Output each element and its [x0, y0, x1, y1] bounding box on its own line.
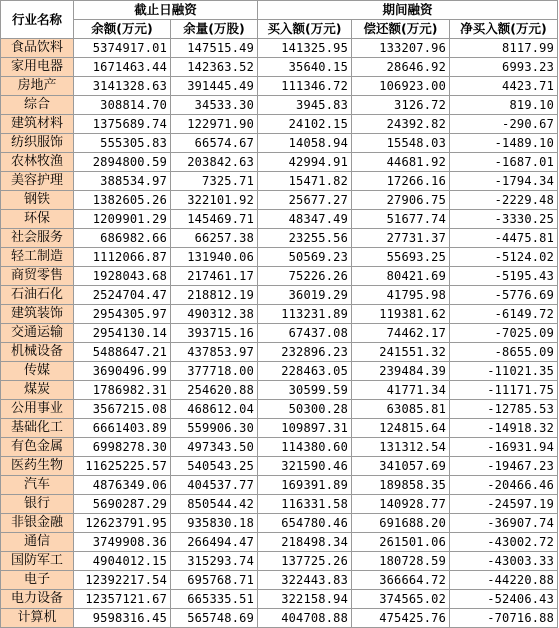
cell-industry-name: 交通运输 [1, 324, 74, 343]
table-body [1, 39, 558, 628]
cell-buy-amount: 30599.59 [258, 381, 352, 400]
cell-balance-amount: 5690287.29 [74, 495, 171, 514]
header-repay-amount: 偿还额(万元) [352, 20, 450, 39]
cell-industry-name: 建筑装饰 [1, 305, 74, 324]
cell-net-buy-amount: -290.67 [450, 115, 558, 134]
cell-net-buy-amount: -12785.53 [450, 400, 558, 419]
cell-net-buy-amount: -43002.72 [450, 533, 558, 552]
table-row [1, 229, 558, 248]
table-row [1, 590, 558, 609]
cell-repay-amount: 15548.03 [352, 134, 450, 153]
cell-buy-amount: 114380.60 [258, 438, 352, 457]
cell-industry-name: 社会服务 [1, 229, 74, 248]
table-row [1, 400, 558, 419]
cell-buy-amount: 404708.88 [258, 609, 352, 628]
cell-balance-volume: 131940.06 [171, 248, 258, 267]
cell-balance-volume: 147515.49 [171, 39, 258, 58]
table-row [1, 134, 558, 153]
cell-industry-name: 非银金融 [1, 514, 74, 533]
cell-balance-amount: 5374917.01 [74, 39, 171, 58]
cell-repay-amount: 80421.69 [352, 267, 450, 286]
cell-net-buy-amount: -5195.43 [450, 267, 558, 286]
cell-industry-name: 美容护理 [1, 172, 74, 191]
cell-repay-amount: 366664.72 [352, 571, 450, 590]
cell-balance-amount: 4876349.06 [74, 476, 171, 495]
cell-repay-amount: 3126.72 [352, 96, 450, 115]
cell-industry-name: 石油石化 [1, 286, 74, 305]
table-row [1, 191, 558, 210]
cell-buy-amount: 321590.46 [258, 457, 352, 476]
cell-balance-amount: 12392217.54 [74, 571, 171, 590]
cell-buy-amount: 42994.91 [258, 153, 352, 172]
header-buy-amount: 买入额(万元) [258, 20, 352, 39]
cell-net-buy-amount: -36907.74 [450, 514, 558, 533]
table-row [1, 514, 558, 533]
cell-net-buy-amount: -11021.35 [450, 362, 558, 381]
cell-balance-amount: 5488647.21 [74, 343, 171, 362]
table-row [1, 362, 558, 381]
cell-buy-amount: 111346.72 [258, 77, 352, 96]
table-row [1, 172, 558, 191]
cell-balance-volume: 393715.16 [171, 324, 258, 343]
table-row [1, 533, 558, 552]
table-row [1, 438, 558, 457]
cell-repay-amount: 241551.32 [352, 343, 450, 362]
cell-industry-name: 纺织服饰 [1, 134, 74, 153]
cell-buy-amount: 322158.94 [258, 590, 352, 609]
cell-industry-name: 公用事业 [1, 400, 74, 419]
header-balance-amount: 余额(万元) [74, 20, 171, 39]
cell-repay-amount: 119381.62 [352, 305, 450, 324]
cell-industry-name: 电子 [1, 571, 74, 590]
cell-buy-amount: 322443.83 [258, 571, 352, 590]
cell-balance-amount: 3567215.08 [74, 400, 171, 419]
table-row [1, 457, 558, 476]
table-row [1, 552, 558, 571]
cell-balance-amount: 3141328.63 [74, 77, 171, 96]
table-row [1, 58, 558, 77]
cell-net-buy-amount: -1489.10 [450, 134, 558, 153]
cell-industry-name: 轻工制造 [1, 248, 74, 267]
cell-net-buy-amount: -5124.02 [450, 248, 558, 267]
cell-balance-amount: 12357121.67 [74, 590, 171, 609]
header-net-buy: 净买入额(万元) [450, 20, 558, 39]
cell-buy-amount: 67437.08 [258, 324, 352, 343]
cell-balance-volume: 935830.18 [171, 514, 258, 533]
cell-balance-amount: 308814.70 [74, 96, 171, 115]
cell-repay-amount: 28646.92 [352, 58, 450, 77]
header-row-columns [1, 20, 558, 39]
table-row [1, 115, 558, 134]
cell-balance-volume: 497343.50 [171, 438, 258, 457]
cell-balance-amount: 1209901.29 [74, 210, 171, 229]
table-row [1, 305, 558, 324]
cell-balance-volume: 142363.52 [171, 58, 258, 77]
cell-buy-amount: 15471.82 [258, 172, 352, 191]
cell-repay-amount: 51677.74 [352, 210, 450, 229]
table-row [1, 77, 558, 96]
cell-balance-amount: 1112066.87 [74, 248, 171, 267]
cell-repay-amount: 55693.25 [352, 248, 450, 267]
cell-balance-amount: 3690496.99 [74, 362, 171, 381]
cell-buy-amount: 3945.83 [258, 96, 352, 115]
cell-balance-amount: 686982.66 [74, 229, 171, 248]
cell-net-buy-amount: -7025.09 [450, 324, 558, 343]
cell-balance-volume: 695768.71 [171, 571, 258, 590]
cell-buy-amount: 14058.94 [258, 134, 352, 153]
cell-buy-amount: 23255.56 [258, 229, 352, 248]
cell-buy-amount: 654780.46 [258, 514, 352, 533]
cell-industry-name: 机械设备 [1, 343, 74, 362]
cell-repay-amount: 63085.81 [352, 400, 450, 419]
cell-net-buy-amount: -4475.81 [450, 229, 558, 248]
cell-repay-amount: 140928.77 [352, 495, 450, 514]
table-row [1, 419, 558, 438]
cell-balance-volume: 540543.25 [171, 457, 258, 476]
cell-net-buy-amount: -8655.09 [450, 343, 558, 362]
cell-industry-name: 银行 [1, 495, 74, 514]
header-group-period-financing: 期间融资 [258, 1, 558, 20]
cell-buy-amount: 50300.28 [258, 400, 352, 419]
cell-net-buy-amount: -14918.32 [450, 419, 558, 438]
cell-net-buy-amount: -11171.75 [450, 381, 558, 400]
cell-buy-amount: 75226.26 [258, 267, 352, 286]
cell-balance-amount: 12623791.95 [74, 514, 171, 533]
table-row [1, 96, 558, 115]
table-row [1, 343, 558, 362]
cell-net-buy-amount: -19467.23 [450, 457, 558, 476]
cell-industry-name: 汽车 [1, 476, 74, 495]
cell-balance-volume: 315293.74 [171, 552, 258, 571]
cell-buy-amount: 36019.29 [258, 286, 352, 305]
table-row [1, 324, 558, 343]
header-row-group [1, 1, 558, 20]
cell-industry-name: 有色金属 [1, 438, 74, 457]
cell-balance-volume: 217461.17 [171, 267, 258, 286]
cell-balance-volume: 66257.38 [171, 229, 258, 248]
cell-balance-volume: 7325.71 [171, 172, 258, 191]
cell-balance-amount: 9598316.45 [74, 609, 171, 628]
cell-balance-volume: 122971.90 [171, 115, 258, 134]
cell-net-buy-amount: -43003.33 [450, 552, 558, 571]
cell-repay-amount: 44681.92 [352, 153, 450, 172]
table-row [1, 248, 558, 267]
cell-balance-amount: 555305.83 [74, 134, 171, 153]
cell-balance-volume: 391445.49 [171, 77, 258, 96]
table-row [1, 153, 558, 172]
cell-balance-amount: 1928043.68 [74, 267, 171, 286]
cell-industry-name: 钢铁 [1, 191, 74, 210]
cell-balance-volume: 322101.92 [171, 191, 258, 210]
cell-industry-name: 综合 [1, 96, 74, 115]
cell-balance-volume: 66574.67 [171, 134, 258, 153]
cell-industry-name: 环保 [1, 210, 74, 229]
cell-buy-amount: 232896.23 [258, 343, 352, 362]
cell-repay-amount: 180728.59 [352, 552, 450, 571]
cell-balance-volume: 254620.88 [171, 381, 258, 400]
cell-net-buy-amount: 6993.23 [450, 58, 558, 77]
cell-balance-amount: 388534.97 [74, 172, 171, 191]
cell-balance-amount: 2954305.97 [74, 305, 171, 324]
cell-balance-volume: 404537.77 [171, 476, 258, 495]
cell-net-buy-amount: -24597.19 [450, 495, 558, 514]
header-balance-volume: 余量(万股) [171, 20, 258, 39]
cell-net-buy-amount: -16931.94 [450, 438, 558, 457]
cell-balance-amount: 1382605.26 [74, 191, 171, 210]
cell-balance-amount: 2524704.47 [74, 286, 171, 305]
cell-buy-amount: 25677.27 [258, 191, 352, 210]
cell-industry-name: 国防军工 [1, 552, 74, 571]
cell-balance-volume: 437853.97 [171, 343, 258, 362]
cell-balance-volume: 665335.51 [171, 590, 258, 609]
cell-industry-name: 煤炭 [1, 381, 74, 400]
cell-buy-amount: 169391.89 [258, 476, 352, 495]
cell-balance-volume: 559906.30 [171, 419, 258, 438]
cell-balance-amount: 6661403.89 [74, 419, 171, 438]
cell-net-buy-amount: -52406.43 [450, 590, 558, 609]
cell-balance-amount: 1786982.31 [74, 381, 171, 400]
cell-net-buy-amount: -1794.34 [450, 172, 558, 191]
cell-repay-amount: 106923.00 [352, 77, 450, 96]
cell-balance-volume: 468612.04 [171, 400, 258, 419]
table-row [1, 381, 558, 400]
cell-industry-name: 建筑材料 [1, 115, 74, 134]
table-row [1, 39, 558, 58]
cell-net-buy-amount: 4423.71 [450, 77, 558, 96]
cell-repay-amount: 133207.96 [352, 39, 450, 58]
table-row [1, 495, 558, 514]
cell-buy-amount: 50569.23 [258, 248, 352, 267]
cell-industry-name: 食品饮料 [1, 39, 74, 58]
table-row [1, 267, 558, 286]
cell-repay-amount: 475425.76 [352, 609, 450, 628]
table-row [1, 476, 558, 495]
cell-repay-amount: 131312.54 [352, 438, 450, 457]
cell-balance-volume: 203842.63 [171, 153, 258, 172]
cell-balance-amount: 4904012.15 [74, 552, 171, 571]
cell-net-buy-amount: -70716.88 [450, 609, 558, 628]
cell-industry-name: 房地产 [1, 77, 74, 96]
cell-balance-volume: 565748.69 [171, 609, 258, 628]
cell-balance-volume: 34533.30 [171, 96, 258, 115]
cell-industry-name: 基础化工 [1, 419, 74, 438]
cell-repay-amount: 341057.69 [352, 457, 450, 476]
cell-balance-amount: 3749908.36 [74, 533, 171, 552]
header-corner: 行业名称 [1, 1, 74, 39]
cell-industry-name: 医药生物 [1, 457, 74, 476]
cell-net-buy-amount: -20466.46 [450, 476, 558, 495]
cell-net-buy-amount: 8117.99 [450, 39, 558, 58]
cell-buy-amount: 35640.15 [258, 58, 352, 77]
table-row [1, 571, 558, 590]
cell-buy-amount: 141325.95 [258, 39, 352, 58]
cell-buy-amount: 116331.58 [258, 495, 352, 514]
cell-buy-amount: 24102.15 [258, 115, 352, 134]
cell-repay-amount: 27731.37 [352, 229, 450, 248]
cell-repay-amount: 24392.82 [352, 115, 450, 134]
cell-net-buy-amount: -1687.01 [450, 153, 558, 172]
table-row [1, 609, 558, 628]
cell-buy-amount: 137725.26 [258, 552, 352, 571]
cell-industry-name: 农林牧渔 [1, 153, 74, 172]
cell-repay-amount: 261501.06 [352, 533, 450, 552]
cell-repay-amount: 41771.34 [352, 381, 450, 400]
cell-industry-name: 传媒 [1, 362, 74, 381]
cell-repay-amount: 691688.20 [352, 514, 450, 533]
cell-net-buy-amount: -44220.88 [450, 571, 558, 590]
cell-balance-volume: 218812.19 [171, 286, 258, 305]
cell-industry-name: 家用电器 [1, 58, 74, 77]
cell-balance-amount: 2894800.59 [74, 153, 171, 172]
cell-balance-amount: 2954130.14 [74, 324, 171, 343]
cell-buy-amount: 218498.34 [258, 533, 352, 552]
cell-repay-amount: 27906.75 [352, 191, 450, 210]
cell-buy-amount: 228463.05 [258, 362, 352, 381]
cell-buy-amount: 48347.49 [258, 210, 352, 229]
cell-net-buy-amount: -5776.69 [450, 286, 558, 305]
cell-repay-amount: 124815.64 [352, 419, 450, 438]
cell-repay-amount: 239484.39 [352, 362, 450, 381]
cell-net-buy-amount: 819.10 [450, 96, 558, 115]
cell-balance-amount: 1375689.74 [74, 115, 171, 134]
cell-industry-name: 电力设备 [1, 590, 74, 609]
cell-balance-amount: 1671463.44 [74, 58, 171, 77]
cell-net-buy-amount: -3330.25 [450, 210, 558, 229]
cell-repay-amount: 374565.02 [352, 590, 450, 609]
cell-repay-amount: 41795.98 [352, 286, 450, 305]
cell-balance-volume: 850544.42 [171, 495, 258, 514]
cell-balance-volume: 145469.71 [171, 210, 258, 229]
cell-industry-name: 商贸零售 [1, 267, 74, 286]
cell-repay-amount: 17266.16 [352, 172, 450, 191]
cell-net-buy-amount: -2229.48 [450, 191, 558, 210]
cell-balance-volume: 377718.00 [171, 362, 258, 381]
table-row [1, 286, 558, 305]
cell-industry-name: 计算机 [1, 609, 74, 628]
cell-repay-amount: 189858.35 [352, 476, 450, 495]
cell-repay-amount: 74462.17 [352, 324, 450, 343]
cell-buy-amount: 113231.89 [258, 305, 352, 324]
cell-balance-volume: 490312.38 [171, 305, 258, 324]
cell-net-buy-amount: -6149.72 [450, 305, 558, 324]
cell-balance-amount: 11625225.57 [74, 457, 171, 476]
table-row [1, 210, 558, 229]
cell-balance-amount: 6998278.30 [74, 438, 171, 457]
cell-buy-amount: 109897.31 [258, 419, 352, 438]
cell-balance-volume: 266494.47 [171, 533, 258, 552]
header-group-end-date-financing: 截止日融资 [74, 1, 258, 20]
cell-industry-name: 通信 [1, 533, 74, 552]
